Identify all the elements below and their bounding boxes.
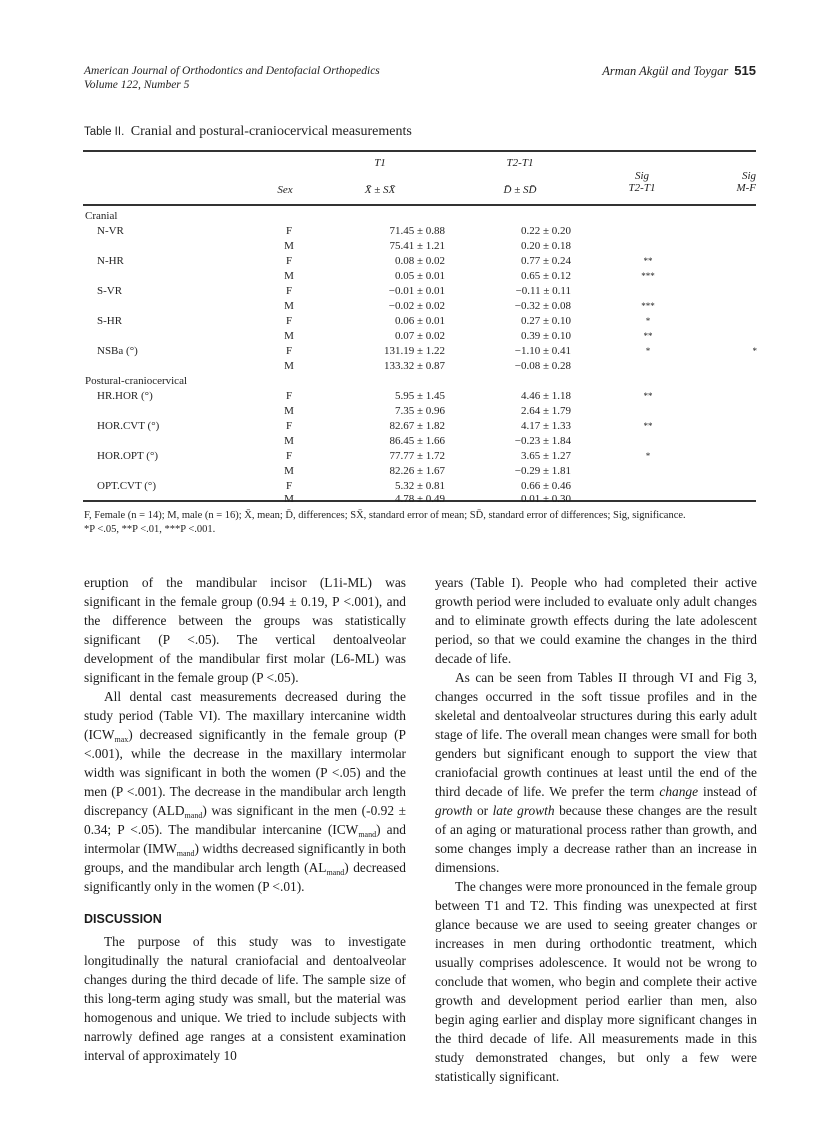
row-sex: M <box>284 465 294 477</box>
row-sex: M <box>284 360 294 372</box>
body-column-right <box>435 573 757 1086</box>
table-row <box>83 493 756 509</box>
table-row <box>83 255 756 271</box>
row-sex: F <box>285 345 293 357</box>
row-sig-t2t1: ** <box>643 391 653 401</box>
table-row <box>83 405 756 421</box>
row-sig-t2t1: ** <box>643 256 653 266</box>
row-t1: 75.41 ± 1.21 <box>389 240 445 252</box>
row-sex: F <box>285 285 293 297</box>
table-row <box>83 450 756 466</box>
row-diff: 0.66 ± 0.46 <box>520 480 571 492</box>
row-measure: OPT.CVT (°) <box>97 480 156 492</box>
col-group-t2t1: T2-T1 <box>506 157 534 169</box>
row-sex: F <box>285 450 293 462</box>
row-t1: 5.95 ± 1.45 <box>394 390 445 402</box>
body-column-left <box>84 573 406 1065</box>
row-t1: 0.06 ± 0.01 <box>394 315 445 327</box>
table-row <box>83 285 756 301</box>
row-diff: 0.39 ± 0.10 <box>520 330 571 342</box>
row-sex: M <box>284 300 294 312</box>
table-row <box>83 240 756 256</box>
row-sig-t2t1: * <box>645 346 651 356</box>
row-diff: 4.17 ± 1.33 <box>520 420 571 432</box>
row-diff: −0.32 ± 0.08 <box>514 300 571 312</box>
journal-volume: Volume 122, Number 5 <box>84 79 190 91</box>
table-top-rule <box>83 150 756 152</box>
row-sex: F <box>285 225 293 237</box>
row-diff: 4.46 ± 1.18 <box>520 390 571 402</box>
row-sex: F <box>285 315 293 327</box>
row-measure: S-VR <box>97 285 123 297</box>
page-number: 515 <box>734 63 756 78</box>
section-label: Cranial <box>85 210 118 222</box>
row-sig-t2t1: ** <box>643 421 653 431</box>
row-sig-t2t1: ** <box>643 331 653 341</box>
row-sig-mf: * <box>752 346 757 356</box>
row-measure: HOR.OPT (°) <box>97 450 159 462</box>
table-row <box>83 390 756 406</box>
table-row <box>83 300 756 316</box>
col-t2t1-stat: D̄ ± SD̄ <box>503 184 537 196</box>
row-t1: 0.07 ± 0.02 <box>394 330 445 342</box>
row-t1: 5.32 ± 0.81 <box>394 480 445 492</box>
table-row <box>83 315 756 331</box>
row-sex: M <box>284 493 294 505</box>
col-sig-t2t1-line2: T2-T1 <box>628 182 656 194</box>
row-diff: −1.10 ± 0.41 <box>514 345 571 357</box>
row-sig-t2t1: *** <box>641 301 655 311</box>
row-diff: 0.77 ± 0.24 <box>520 255 571 267</box>
table-header-rule <box>83 204 756 206</box>
row-diff: −0.11 ± 0.11 <box>515 285 571 297</box>
table-caption <box>84 124 412 140</box>
col-sig-mf-line2: M-F <box>736 182 756 194</box>
row-t1: 82.67 ± 1.82 <box>389 420 445 432</box>
row-diff: −0.08 ± 0.28 <box>514 360 571 372</box>
authors: Arman Akgül and Toygar <box>602 64 729 78</box>
table-section-row <box>83 375 756 391</box>
row-t1: 0.05 ± 0.01 <box>394 270 445 282</box>
running-header-right <box>590 63 756 79</box>
row-sex: F <box>285 420 293 432</box>
row-diff: 0.01 ± 0.30 <box>520 493 571 505</box>
paragraph: As can be seen from Tables II through VI and Fig 3, changes occurred in the soft tissue profiles and in the skeletal and dentoalveolar structures during this early adult stage of life. The overall mean changes were small for both genders but significant enough to support the view that craniofacial growth continues at least until the end of the third decade of life. We prefer the term change instead of growth or late growth because these changes are the result of an aging or maturational process rather than growth, and some changes imply a decrease rather than an increase in dimensions. <box>435 670 757 875</box>
table-section-row <box>83 210 756 226</box>
journal-title: American Journal of Orthodontics and Dentofacial Orthopedics <box>84 65 380 77</box>
row-sex: M <box>284 405 294 417</box>
table-label: Table II. <box>84 126 125 138</box>
footnote-abbreviations: F, Female (n = 14); M, male (n = 16); X̄, mean; D̄, differences; SX̄, standard error of mean; SD̄, standard error of differences; Sig, significance. <box>84 510 686 521</box>
row-sex: M <box>284 270 294 282</box>
table-row <box>83 330 756 346</box>
paragraph: The purpose of this study was to investigate longitudinally the natural craniofacial and dentoalveolar changes during the third decade of life. The sample size of this long-term aging study was small, but the material was homogenous and unique. We tried to include subjects with narrowly defined age ranges at a consistent examination interval of approximately 10 <box>84 934 406 1063</box>
row-diff: 3.65 ± 1.27 <box>520 450 571 462</box>
row-measure: S-HR <box>97 315 123 327</box>
row-measure: NSBa (°) <box>97 345 138 357</box>
table-row <box>83 435 756 451</box>
footnote-significance: *P <.05, **P <.01, ***P <.001. <box>84 524 216 535</box>
row-sex: F <box>285 255 293 267</box>
row-measure: N-VR <box>97 225 124 237</box>
row-sig-t2t1: * <box>645 451 651 461</box>
row-diff: 2.64 ± 1.79 <box>520 405 571 417</box>
col-sig-mf-line1: Sig <box>741 170 756 182</box>
section-heading-discussion: DISCUSSION <box>84 912 162 926</box>
row-t1: 82.26 ± 1.67 <box>389 465 445 477</box>
row-t1: −0.01 ± 0.01 <box>388 285 445 297</box>
table-row <box>83 420 756 436</box>
col-t1-stat: X̄ ± SX̄ <box>364 184 396 196</box>
table-row <box>83 345 756 361</box>
row-t1: 71.45 ± 0.88 <box>389 225 445 237</box>
running-header-left <box>84 64 380 92</box>
row-measure: HOR.CVT (°) <box>97 420 160 432</box>
row-sex: M <box>284 240 294 252</box>
row-measure: HR.HOR (°) <box>97 390 153 402</box>
row-sex: M <box>284 330 294 342</box>
row-t1: 131.19 ± 1.22 <box>383 345 445 357</box>
table-footnote <box>84 509 764 537</box>
row-t1: 77.77 ± 1.72 <box>389 450 445 462</box>
paragraph: All dental cast measurements decreased during the study period (Table VI). The maxillary intercanine width $(ICW_{max})$ decreased significantly in the female group (P <.001), while the decrease in the maxillary intermolar width was significant in both the women (P <.05) and the men (P <.001). The decrease in the mandibular arch length discrepancy $(ALD_{mand})$ was significant in the men (-0.92 ± 0.34; P <.05). The mandibular intercanine $(ICW_{mand})$ and intermolar $(IMW_{mand})$ widths decreased significantly in both groups, and the mandibular arch length $(AL_{mand})$ decreased significantly only in the women (P <.01). <box>84 689 406 894</box>
table-row <box>83 465 756 481</box>
row-measure: N-HR <box>97 255 124 267</box>
row-t1: 0.08 ± 0.02 <box>394 255 445 267</box>
section-label: Postural-craniocervical <box>85 375 188 387</box>
row-t1: −0.02 ± 0.02 <box>388 300 445 312</box>
col-sex: Sex <box>277 184 293 196</box>
row-sex: F <box>285 390 293 402</box>
paragraph: eruption of the mandibular incisor (L1i-ML) was significant in the female group (0.94 ± 0.19, P <.001), and the difference between the groups was statistically significant (P <.05). The vertical dentoalveolar development of the mandibular first molar (L6-ML) was significant in the female group (P <.05). <box>84 575 406 685</box>
row-diff: −0.23 ± 1.84 <box>514 435 571 447</box>
row-diff: 0.27 ± 0.10 <box>520 315 571 327</box>
row-t1: 133.32 ± 0.87 <box>383 360 445 372</box>
paragraph: The changes were more pronounced in the female group between T1 and T2. This finding was unexpected at first glance because we are used to seeing greater changes or increases in men during orthodontic treatment, which usually comprises adolescence. It would not be wrong to conclude that women, who begin and complete their active growth and development period earlier than men, also begin aging earlier and display more significant changes in the third decade of life. All measurements made in this study demonstrated changes, but only a few were statistically significant. <box>435 879 757 1084</box>
row-diff: 0.65 ± 0.12 <box>520 270 571 282</box>
table-row <box>83 225 756 241</box>
row-diff: 0.22 ± 0.20 <box>520 225 571 237</box>
table-row <box>83 270 756 286</box>
row-sex: M <box>284 435 294 447</box>
paragraph: years (Table I). People who had completed their active growth period were included to evaluate only adult changes and to eliminate growth effects during the late adolescent period, so that we could examine the changes in the third decade of life. <box>435 575 757 666</box>
table-row <box>83 360 756 376</box>
table-title: Cranial and postural-craniocervical measurements <box>130 124 412 139</box>
col-group-t1: T1 <box>374 157 386 169</box>
row-diff: 0.20 ± 0.18 <box>520 240 571 252</box>
row-sig-t2t1: *** <box>641 271 655 281</box>
row-diff: −0.29 ± 1.81 <box>514 465 571 477</box>
row-sex: F <box>285 480 293 492</box>
row-t1: 4.78 ± 0.49 <box>394 493 445 505</box>
row-t1: 86.45 ± 1.66 <box>389 435 445 447</box>
col-sig-t2t1-line1: Sig <box>634 170 650 182</box>
row-sig-t2t1: * <box>645 316 651 326</box>
row-t1: 7.35 ± 0.96 <box>394 405 445 417</box>
